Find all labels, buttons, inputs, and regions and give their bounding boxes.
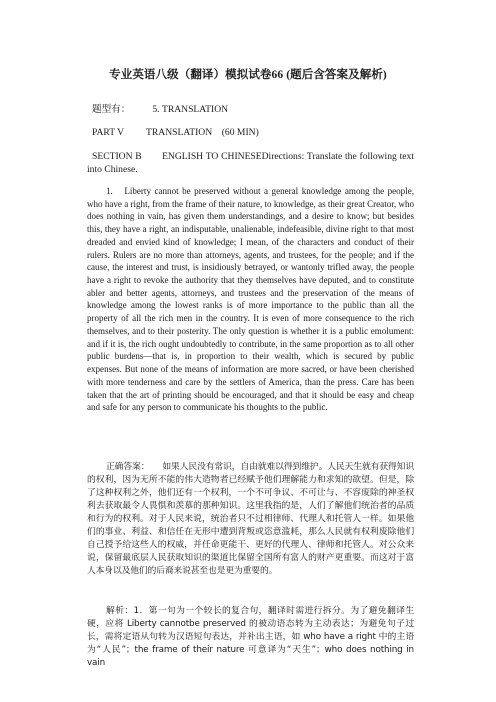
- question-type-value: 5. TRANSLATION: [152, 104, 229, 115]
- question-type-label: 题型有：: [92, 104, 131, 115]
- question-type-line: [92, 101, 228, 115]
- part-value: TRANSLATION (60 MIN): [146, 127, 259, 138]
- answer-text: 正确答案： 如果人民没有常识，自由就难以得到维护。人民天生就有获得知识的权利，因为无所不能的伟大造物者已经赋予他们理解能力和求知的欲望。但是，除了这种权利之外，他们还有一个权利，一个不可争议、不可让与、不容废除的神圣权利去获取最令人畏惧和羡慕的那种知识。这里我指的是，人们了解他们统治者的品质和行为的权利。对于人民来说，统治者只不过相律师、代理人和托管人一样。如果他们的事业、利益、和信任在无形中遭到背叛或恣意滥耗，那么人民就有权利废除他们自己授予给这些人的权威，并任命更能干、更好的代理人、律师和托管人。对公众来说，保留最底层人民获取知识的渠道比保留全国所有富人的财产更重要。而这对于富人本身以及他们的后裔来说甚至也是更为重要的。: [87, 462, 414, 577]
- analysis-section: [87, 605, 414, 670]
- section-heading: [87, 150, 414, 176]
- part-heading: [92, 124, 259, 138]
- section-label: SECTION B: [92, 151, 142, 162]
- analysis-text: 解析：1．第一句为一个较长的复合句，翻译时需进行拆分。为了避免翻译生硬，应将 Liberty cannotbe preserved 的被动语态转为主动表达；为避免句子过长，需将定语从句转为汉语短句表达，并补出主语，如 who have a right 中的主语为“人民”；the frame of their nature 可意译为“天生”；who does nothing in vain: [87, 606, 414, 669]
- answer-section: [87, 461, 414, 578]
- source-passage: [87, 185, 414, 414]
- part-label: PART V: [92, 127, 125, 138]
- section-directions: ENGLISH TO CHINESEDirections: Translate the following text into Chinese.: [87, 151, 414, 175]
- document-title: 专业英语八级（翻译）模拟试卷66 (题后含答案及解析): [109, 69, 387, 81]
- passage-text: 1. Liberty cannot be preserved without a general knowledge among the people, who have a right, from the frame of their nature, to knowledge, as their great Creator, who does nothing in vain, has given them understandings, and a desire to know; but besides this, they have a right, an indisputable, unalienable, indefeasible, divine right to that most dreaded and envied kind of knowledge; I mean, of the characters and conduct of their rulers. Rulers are no more than attorneys, agents, and trustees, for the people; and if the cause, the interest and trust, is insidiously betrayed, or wantonly trifled away, the people have a right to revoke the authority that they themselves have deputed, and to constitute abler and better agents, attorneys, and trustees and the preservation of the means of knowledge among the lowest ranks is of more importance to the public than all the property of all the rich men in the country. It is even of more consequence to the rich themselves, and to their posterity. The only question is whether it is a public emolument: and if it is, the rich ought undoubtedly to contribute, in the same proportion as to all other public burdens—that is, in proportion to their wealth, which is secured by public expenses. But none of the means of information are more sacred, or have been cherished with more tenderness and care by the settlers of America, than the press. Care has been taken that the art of printing should be encouraged, and that it should be easy and cheap and safe for any person to communicate his thoughts to the public.: [87, 186, 414, 413]
